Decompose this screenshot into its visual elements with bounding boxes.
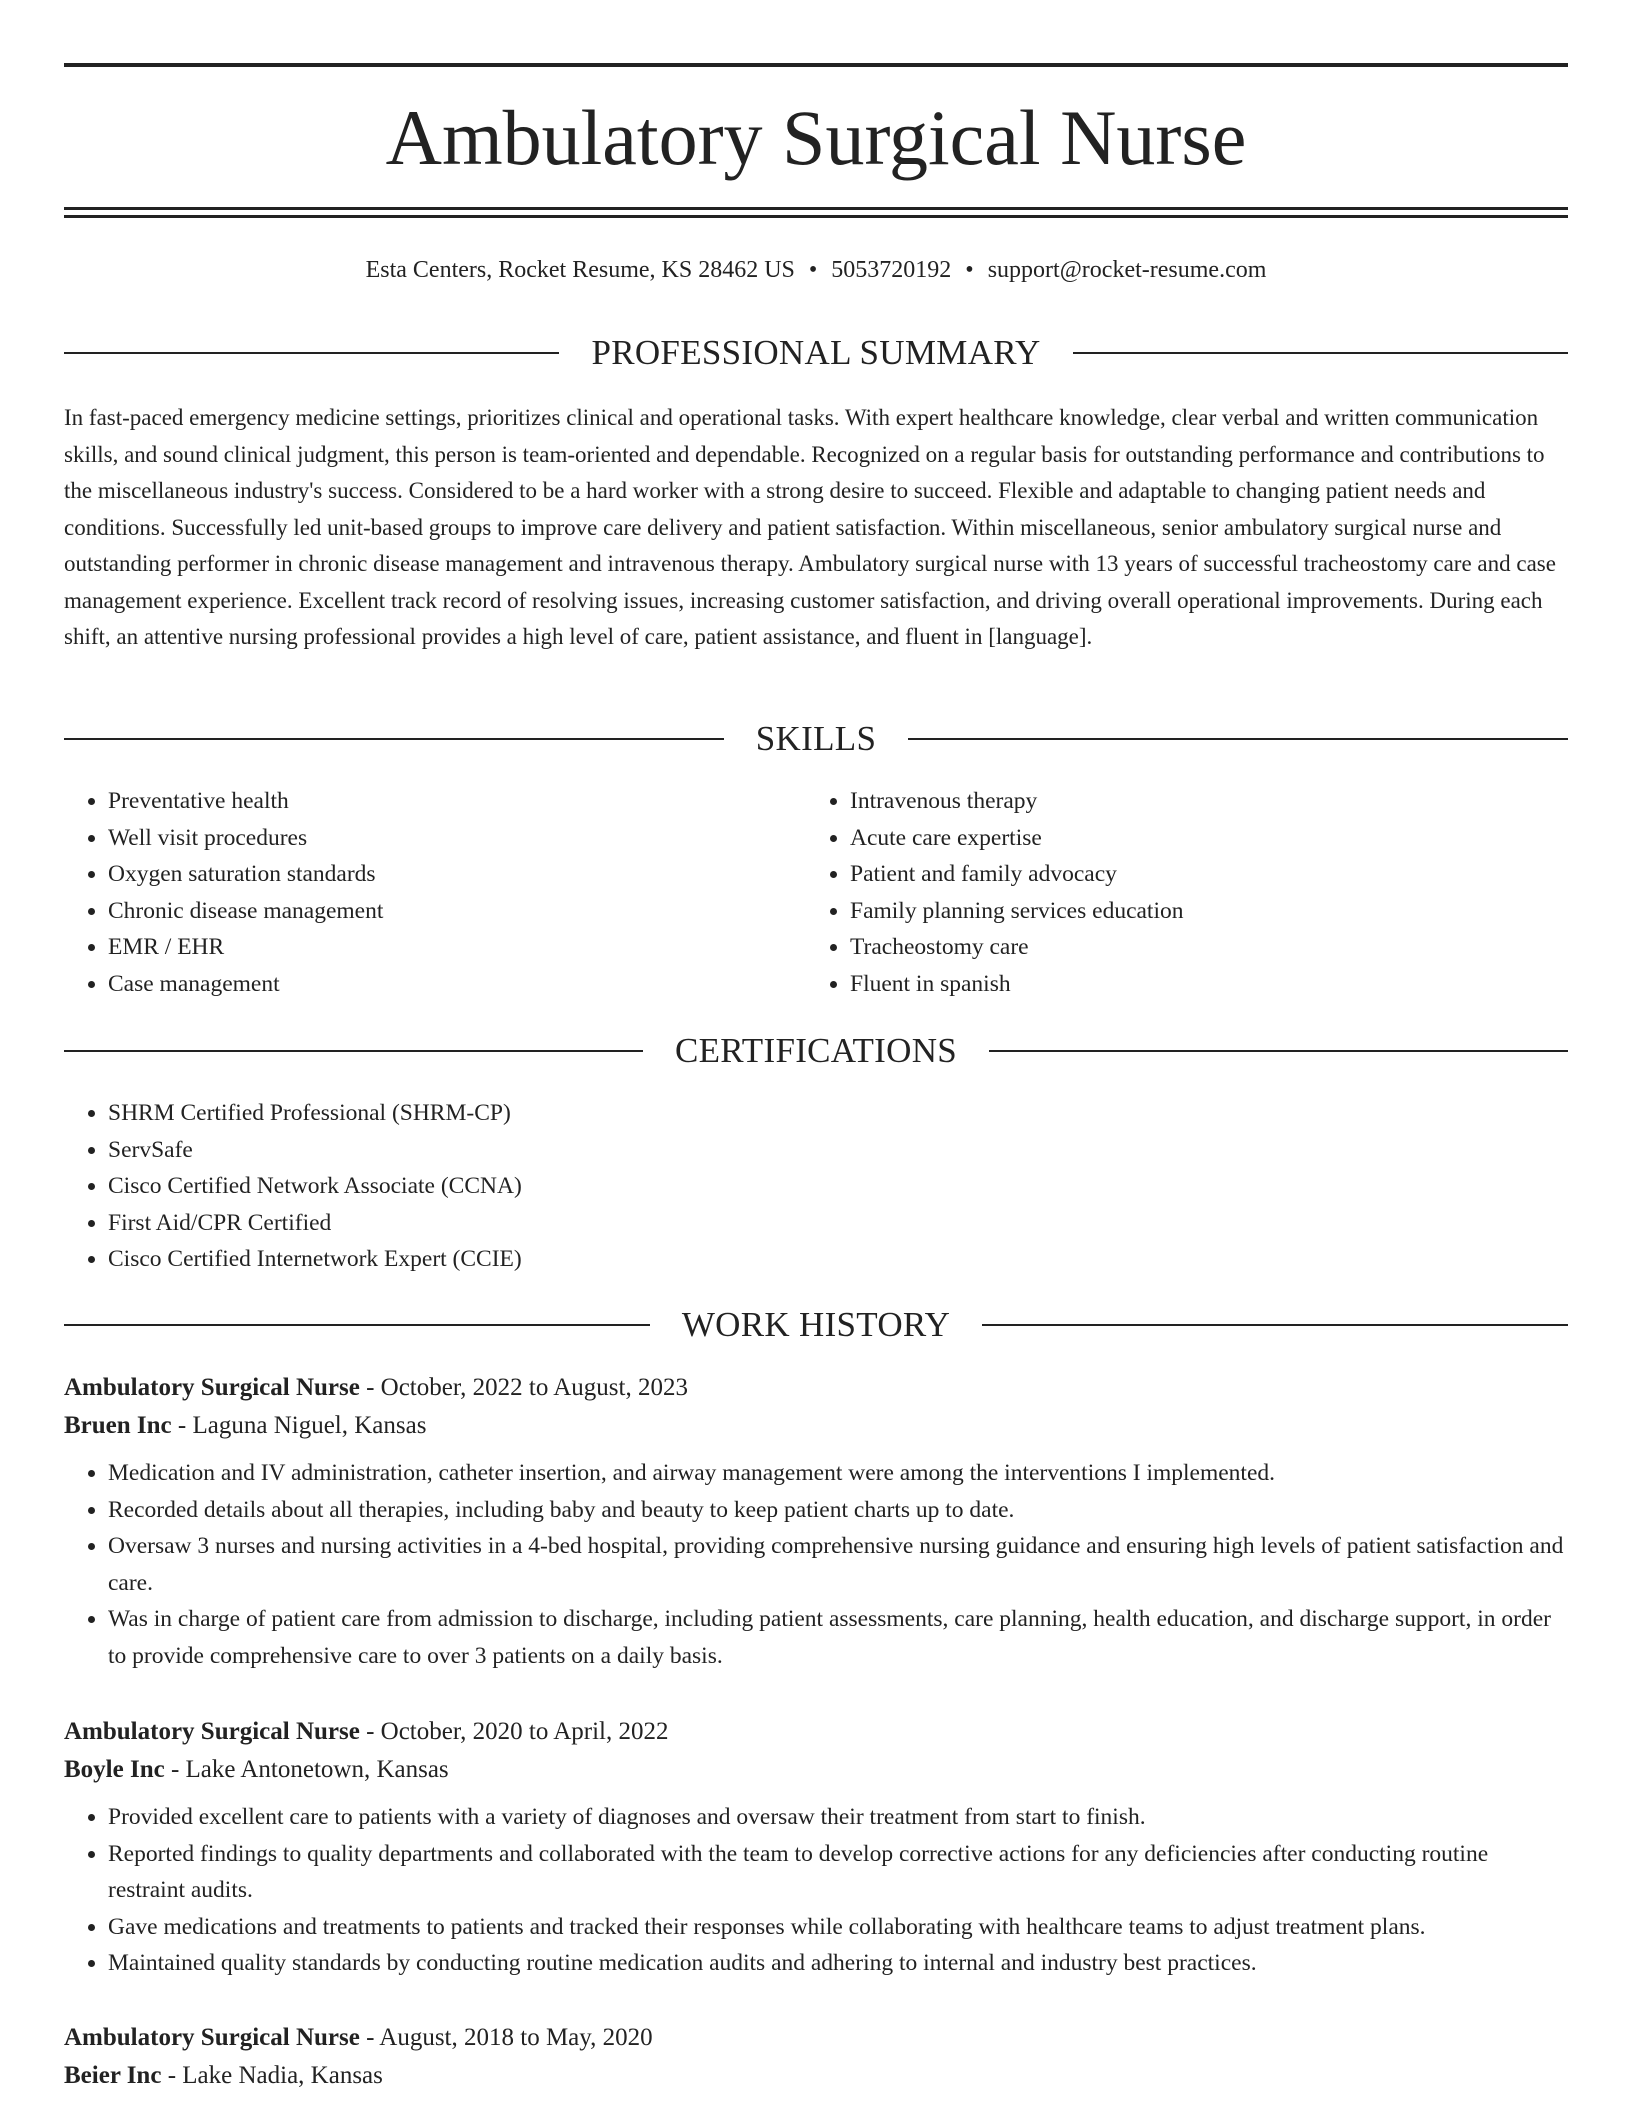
contact-phone: 5053720192 [831,257,952,283]
skill-item: • EMR / EHR [108,929,704,966]
skills-column-left [64,783,704,1002]
job-duty-item: • Maintained quality standards by conducting routine medication audits and adhering to internal and industry best practices. [108,1945,1568,1982]
job-title-line [64,2019,1568,2057]
header-rule-bottom-second [64,215,1568,218]
skill-item: • Case management [108,966,704,1003]
skill-item: • Fluent in spanish [850,966,1446,1003]
summary-text: In fast-paced emergency medicine settings, prioritizes clinical and operational tasks. With expert healthcare knowledge, clear verbal and written communication skills, and sound clinical judgment, this person is team-oriented and dependable. Recognized on a regular basis for outstanding performance and contributions to the miscellaneous industry's success. Considered to be a hard worker with a strong desire to succeed. Flexible and adaptable to changing patient needs and conditions. Successfully led unit-based groups to improve care delivery and patient satisfaction. Within miscellaneous, senior ambulatory surgical nurse and outstanding performer in chronic disease management and intravenous therapy. Ambulatory surgical nurse with 13 years of successful tracheostomy care and case management experience. Excellent track record of resolving issues, increasing customer satisfaction, and driving overall operational improvements. During each shift, an attentive nursing professional provides a high level of care, patient assistance, and fluent in [language]. [64,405,1556,649]
section-rule-right [982,1324,1568,1326]
job-title: Ambulatory Surgical Nurse [64,1718,360,1745]
certifications-block [64,1095,1264,1278]
certification-item: • First Aid/CPR Certified [108,1205,1264,1242]
job-entry [64,1713,1568,1982]
job-duty-item: • Oversaw 3 nurses and nursing activities in a 4-bed hospital, providing comprehensive nursing guidance and ensuring high levels of patient satisfaction and care. [108,1528,1568,1601]
certification-item: • ServSafe [108,1132,1264,1169]
summary-section-header [64,333,1568,373]
certification-item: • Cisco Certified Network Associate (CCNA) [108,1168,1264,1205]
skill-item: • Oxygen saturation standards [108,856,704,893]
certifications-heading: CERTIFICATIONS [674,1031,958,1070]
certification-item: • SHRM Certified Professional (SHRM-CP) [108,1095,1264,1132]
job-company-line [64,1751,1568,1789]
resume-title: Ambulatory Surgical Nurse [385,94,1247,181]
section-rule-left [64,1050,643,1052]
skill-item: • Preventative health [108,783,704,820]
job-title: Ambulatory Surgical Nurse [64,1374,360,1401]
header-rule-bottom [64,207,1568,210]
certification-item: • Cisco Certified Internetwork Expert (CCIE) [108,1241,1264,1278]
contact-email: support@rocket-resume.com [987,257,1267,283]
job-dates: - October, 2022 to August, 2023 [359,1374,688,1401]
skill-item: • Patient and family advocacy [850,856,1446,893]
work-heading: WORK HISTORY [681,1305,951,1344]
job-title-line [64,1713,1568,1751]
contact-separator: • [808,257,818,283]
contact-address: Esta Centers, Rocket Resume, KS 28462 US [365,257,795,283]
section-rule-right [1073,352,1568,354]
section-rule-left [64,1324,650,1326]
skill-item: • Well visit procedures [108,820,704,857]
job-location: - Laguna Niguel, Kansas [171,1412,427,1439]
job-duty-item: • Recorded details about all therapies, including baby and beauty to keep patient charts up to date. [108,1492,1568,1529]
contact-line [64,254,1568,286]
job-company: Boyle Inc [64,1756,165,1783]
skills-heading: SKILLS [755,719,877,758]
skills-column-right [806,783,1446,1002]
job-duty-item: • Gave medications and treatments to patients and tracked their responses while collaborating with healthcare teams to adjust treatment plans. [108,1909,1568,1946]
summary-heading: PROFESSIONAL SUMMARY [591,333,1041,372]
skills-section-header [64,719,1568,759]
skill-item: • Family planning services education [850,893,1446,930]
skills-list-right [806,783,1446,1002]
job-duty-item: • Provided excellent care to patients with a variety of diagnoses and oversaw their treatment from start to finish. [108,1799,1568,1836]
job-duties-list [64,1799,1568,1982]
skill-item: • Tracheostomy care [850,929,1446,966]
job-duty-item: • Medication and IV administration, catheter insertion, and airway management were among the interventions I implemented. [108,1455,1568,1492]
job-company: Bruen Inc [64,1412,172,1439]
skill-item: • Chronic disease management [108,893,704,930]
job-dates: - October, 2020 to April, 2022 [359,1718,669,1745]
certifications-list [64,1095,1264,1278]
job-duty-item: • Was in charge of patient care from admission to discharge, including patient assessments, care planning, health education, and discharge support, in order to provide comprehensive care to over 3 patients on a daily basis. [108,1601,1568,1674]
section-rule-right [908,738,1568,740]
job-company-line [64,2057,1568,2095]
job-title-line [64,1369,1568,1407]
skill-item: • Intravenous therapy [850,783,1446,820]
certifications-section-header [64,1031,1568,1071]
job-location: - Lake Antonetown, Kansas [164,1756,449,1783]
job-company-line [64,1407,1568,1445]
job-company: Beier Inc [64,2062,162,2089]
contact-separator: • [965,257,974,283]
section-rule-left [64,352,559,354]
job-dates: - August, 2018 to May, 2020 [359,2024,653,2051]
section-rule-left [64,738,724,740]
skill-item: • Acute care expertise [850,820,1446,857]
job-title: Ambulatory Surgical Nurse [64,2024,360,2051]
job-duty-item: • Reported findings to quality departments and collaborated with the team to develop corrective actions for any deficiencies after conducting routine restraint audits. [108,1836,1568,1909]
work-section-header [64,1305,1568,1345]
job-location: - Lake Nadia, Kansas [161,2062,383,2089]
job-entry [64,1369,1568,1674]
job-entry [64,2019,1568,2105]
skills-list-left [64,783,704,1002]
header-rule-top [64,63,1568,67]
job-duties-list [64,1455,1568,1674]
section-rule-right [989,1050,1568,1052]
